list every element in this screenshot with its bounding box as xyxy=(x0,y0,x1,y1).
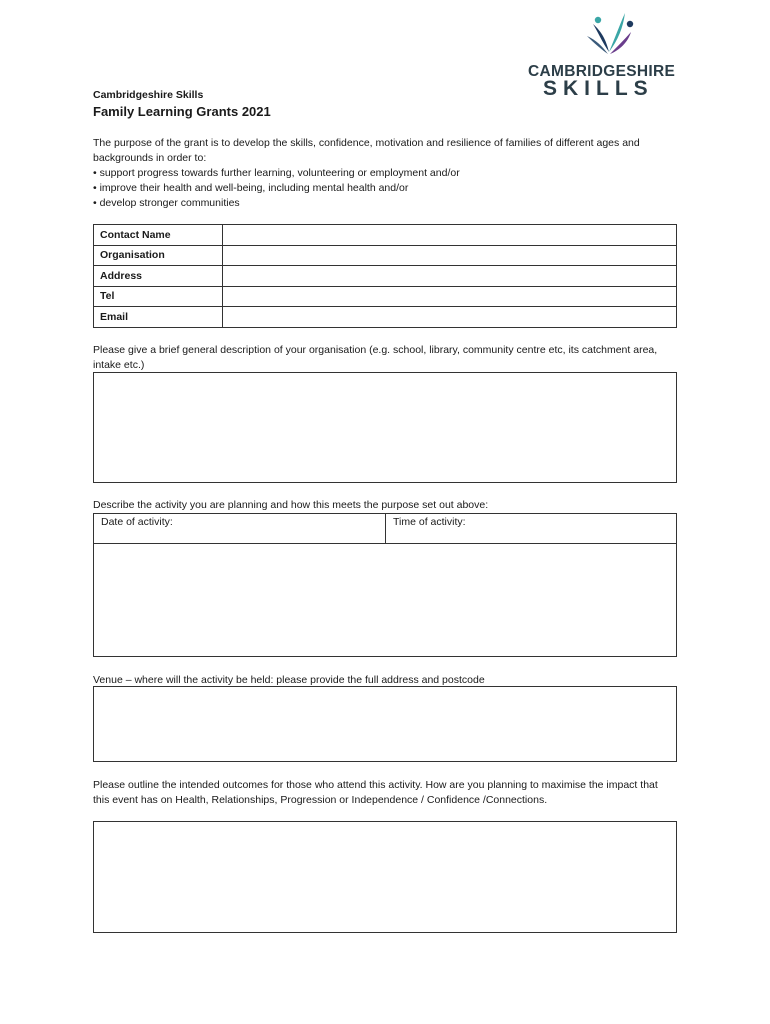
stylized-figures-icon xyxy=(587,13,633,54)
contact-name-label: Contact Name xyxy=(94,225,223,246)
table-row xyxy=(94,245,677,266)
tel-label: Tel xyxy=(94,286,223,307)
email-label: Email xyxy=(94,307,223,328)
activity-prompt: Describe the activity you are planning and how this meets the purpose set out above: xyxy=(93,499,489,511)
email-field[interactable] xyxy=(223,307,677,328)
table-row xyxy=(94,307,677,328)
address-field[interactable] xyxy=(223,266,677,287)
time-of-activity-field[interactable]: Time of activity: xyxy=(393,516,466,528)
activity-date-time-row xyxy=(93,513,677,544)
page-title: Family Learning Grants 2021 xyxy=(93,104,271,119)
date-of-activity-field[interactable]: Date of activity: xyxy=(94,514,386,544)
organisation-name: Cambridgeshire Skills xyxy=(93,89,204,101)
organisation-description-prompt: Please give a brief general description of your organisation (e.g. school, library, community centre etc, its catchment area, intake etc.) xyxy=(93,344,658,371)
table-row xyxy=(94,266,677,287)
table-row xyxy=(94,225,677,246)
table-row xyxy=(94,286,677,307)
contact-name-field[interactable] xyxy=(223,225,677,246)
logo-line2: SKILLS xyxy=(543,77,654,100)
list-item: • support progress towards further learning, volunteering or employment and/or xyxy=(93,166,683,181)
address-label: Address xyxy=(94,266,223,287)
list-item: • develop stronger communities xyxy=(93,196,683,211)
outcomes-field[interactable] xyxy=(93,821,677,933)
organisation-label: Organisation xyxy=(94,245,223,266)
venue-field[interactable] xyxy=(93,686,677,762)
contact-details-table xyxy=(93,224,677,328)
intro-section xyxy=(93,136,683,211)
tel-field[interactable] xyxy=(223,286,677,307)
list-item: • improve their health and well-being, including mental health and/or xyxy=(93,181,683,196)
purpose-list xyxy=(93,166,683,211)
intro-text: The purpose of the grant is to develop the skills, confidence, motivation and resilience of families of different ages and backgrounds in order to: xyxy=(93,137,640,164)
outcomes-prompt: Please outline the intended outcomes for those who attend this activity. How are you planning to maximise the impact that this event has on Health, Relationships, Progression or Independence / Confidence /Connections. xyxy=(93,779,658,806)
venue-prompt: Venue – where will the activity be held: please provide the full address and postcode xyxy=(93,674,485,686)
organisation-description-field[interactable] xyxy=(93,372,677,483)
activity-description-field[interactable] xyxy=(93,543,677,657)
organisation-field[interactable] xyxy=(223,245,677,266)
logo-line1: CAMBRIDGESHIRE xyxy=(528,63,676,80)
